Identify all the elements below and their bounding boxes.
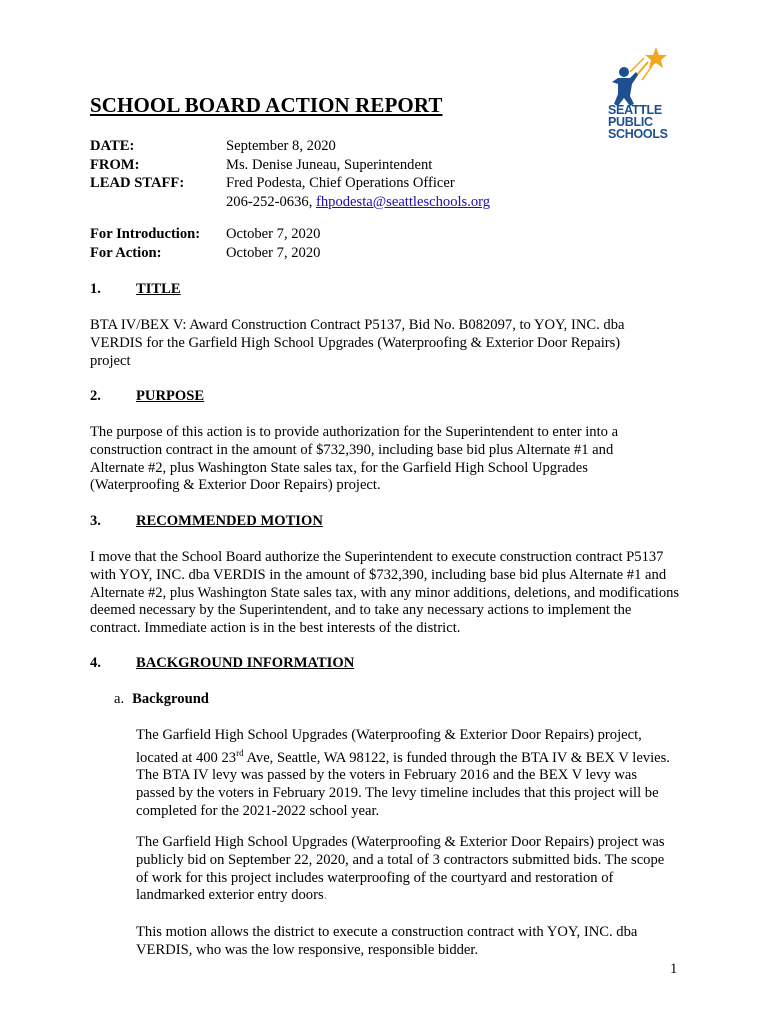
background-paragraph-3: This motion allows the district to execute a construction contract with YOY, INC. dba VERDIS, who was the low responsive, responsible bidder. <box>136 924 638 958</box>
date-value: September 8, 2020 <box>226 138 336 154</box>
child-figure-icon <box>612 67 638 106</box>
subsection-a-heading <box>114 691 209 708</box>
meta-labels <box>90 137 184 193</box>
bg-p2-text: The Garfield High School Upgrades (Waterproofing & Exterior Door Repairs) project was publicly bid on September 22, 2020, and a total of 3 contractors submitted bids. The scope of work for this project includes waterproofing of the courtyard and restoration of landmarked exterior entry doors <box>136 834 665 904</box>
introduction-date: October 7, 2020 <box>226 226 321 242</box>
section-3-heading <box>90 513 323 530</box>
subsection-a-letter: a. <box>114 691 125 707</box>
action-date: October 7, 2020 <box>226 244 321 261</box>
section-3-number: 3. <box>90 513 101 529</box>
section-1-heading <box>90 281 181 298</box>
logo-line-1: SEATTLE <box>608 103 662 117</box>
bg-p1-superscript: rd <box>236 747 244 758</box>
bg-p1-part-a: The Garfield High School Upgrades (Waterproofing & Exterior Door Repairs) project, located at 400 23 <box>136 727 642 766</box>
section-1-title: TITLE <box>136 281 181 297</box>
background-paragraph-1 <box>136 727 676 821</box>
section-2-heading <box>90 388 204 405</box>
introduction-label: For Introduction: <box>90 226 201 242</box>
date-label: DATE: <box>90 138 135 154</box>
section-1-body: BTA IV/BEX V: Award Construction Contract P5137, Bid No. B082097, to YOY, INC. dba VERDIS for the Garfield High School Upgrades (Waterproofing & Exterior Door Repairs) project <box>90 317 625 369</box>
report-title: SCHOOL BOARD ACTION REPORT <box>90 93 443 117</box>
lead-staff-value: Fred Podesta, Chief Operations Officer <box>226 175 455 191</box>
logo-line-2: PUBLIC <box>608 115 653 129</box>
email-link[interactable]: fhpodesta@seattleschools.org <box>316 193 491 210</box>
from-value: Ms. Denise Juneau, Superintendent <box>226 156 433 173</box>
contact-line <box>226 193 490 212</box>
schedule-labels <box>90 225 200 262</box>
bg-p2-period: . <box>323 887 328 904</box>
background-paragraph-2 <box>136 834 676 905</box>
subsection-a-title: Background <box>132 691 209 707</box>
section-2-title: PURPOSE <box>136 388 205 404</box>
bg-p1-part-b: Ave, Seattle, WA 98122, is funded through the BTA IV & BEX V levies. The BTA IV levy was passed by the voters in February 2016 and the BEX V levy was passed by the voters in February 2019. The levy timeline includes that this project will be completed for the 2021-2022 school year. <box>136 749 670 820</box>
section-2-body: The purpose of this action is to provide authorization for the Superintendent to enter into a construction contract in the amount of $732,390, including base bid plus Alternate #1 and Alternate #2, plus Washington State sales tax, for the Garfield High School Upgrades (Waterproofing & Exterior Door Repairs) project. <box>90 424 619 494</box>
section-1-number: 1. <box>90 281 101 297</box>
section-3-body: I move that the School Board authorize the Superintendent to execute construction contract P5137 with YOY, INC. dba VERDIS in the amount of $732,390, including base bid plus Alternate #1 and Alternate #2, plus Washington State sales tax, with any minor additions, deletions, and modifications deemed necessary by the Superintendent, and to take any necessary actions to implement the contract. Immediate action is in the best interests of the district. <box>90 549 680 637</box>
section-3-title: RECOMMENDED MOTION <box>136 513 323 529</box>
section-4-number: 4. <box>90 655 101 671</box>
meta-values <box>226 137 490 211</box>
section-4-title: BACKGROUND INFORMATION <box>136 655 355 671</box>
section-4-heading <box>90 655 354 672</box>
action-label: For Action: <box>90 244 162 261</box>
lead-staff-label: LEAD STAFF: <box>90 175 185 191</box>
schedule-values <box>226 225 320 262</box>
logo-line-3: SCHOOLS <box>608 127 668 141</box>
page-number: 1 <box>670 961 678 977</box>
from-label: FROM: <box>90 156 140 173</box>
logo-wordmark <box>608 104 672 140</box>
section-2-number: 2. <box>90 388 101 404</box>
phone-number: 206-252-0636, <box>226 193 316 210</box>
